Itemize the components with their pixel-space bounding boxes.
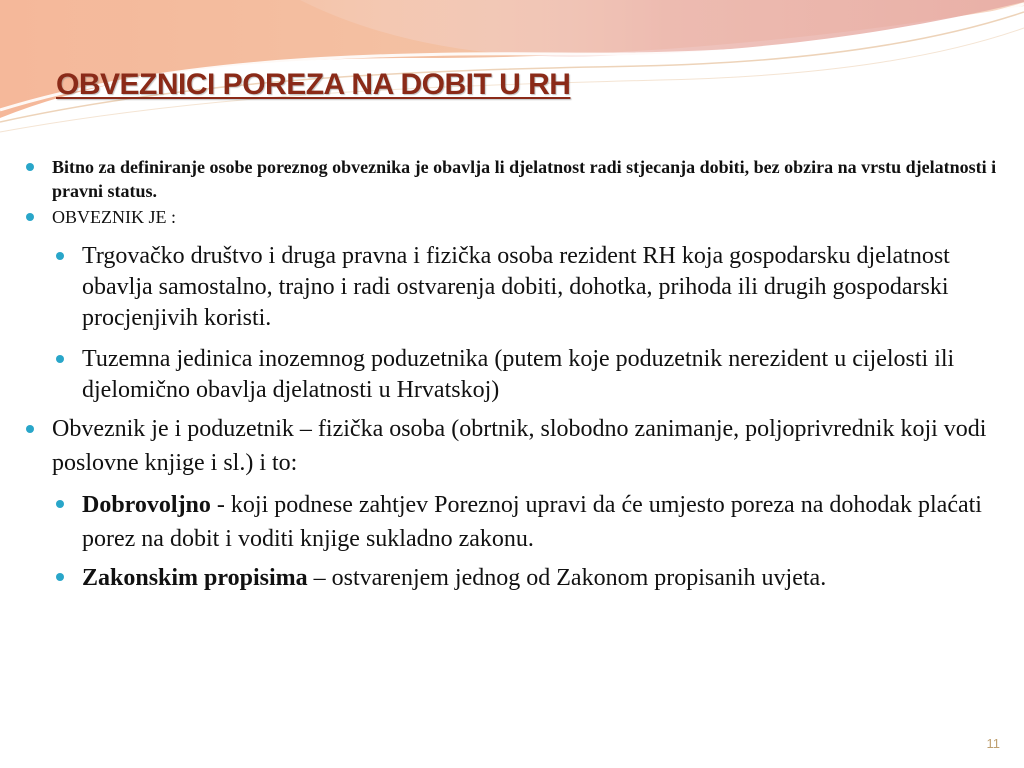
bullet-item [24, 412, 999, 480]
bullet-text: – ostvarenjem jednog od Zakonom propisanih uvjeta. [307, 565, 827, 591]
page-number: 11 [986, 736, 1000, 751]
bullet-text: Tuzemna jedinica inozemnog poduzetnika (putem koje poduzetnik nerezident u cijelosti ili djelomično obavlja djelatnosti u Hrvatskoj) [82, 346, 955, 403]
slide-title: OBVEZNICI POREZA NA DOBIT U RH [56, 68, 571, 101]
bullet-dot-icon [26, 425, 34, 433]
sub-bullet-item [24, 344, 999, 406]
bullet-dot-icon [26, 213, 34, 221]
bullet-text: OBVEZNIK JE : [52, 207, 176, 227]
bullet-dot-icon [56, 252, 64, 260]
bullet-dot-icon [56, 500, 64, 508]
bullet-dot-icon [56, 573, 64, 581]
bullet-dot-icon [56, 355, 64, 363]
sub-bullet-item [24, 561, 999, 595]
bullet-text: - koji podnese zahtjev Poreznoj upravi da će umjesto poreza na dohodak plaćati porez na dobit i voditi knjige sukladno zakonu. [82, 492, 982, 552]
bullet-dot-icon [26, 163, 34, 171]
bullet-bold-term: Zakonskim propisima [82, 565, 308, 591]
bullet-item [24, 155, 999, 203]
bullet-text: Obveznik je i poduzetnik – fizička osoba (obrtnik, slobodno zanimanje, poljoprivrednik koji vodi poslovne knjige i sl.) i to: [52, 416, 987, 476]
bullet-item [24, 205, 999, 229]
slide-content [24, 155, 999, 595]
bullet-text: Bitno za definiranje osobe poreznog obveznika je obavlja li djelatnost radi stjecanja dobiti, bez obzira na vrstu djelatnosti i pravni status. [52, 157, 997, 201]
bullet-bold-term: Dobrovoljno [82, 492, 211, 518]
sub-bullet-item [24, 488, 999, 556]
sub-bullet-item [24, 241, 999, 334]
bullet-text: Trgovačko društvo i druga pravna i fizička osoba rezident RH koja gospodarsku djelatnost obavlja samostalno, trajno i radi ostvarenja dobiti, dohotka, prihoda ili drugih gospodarski procjenjivih koristi. [82, 243, 950, 331]
